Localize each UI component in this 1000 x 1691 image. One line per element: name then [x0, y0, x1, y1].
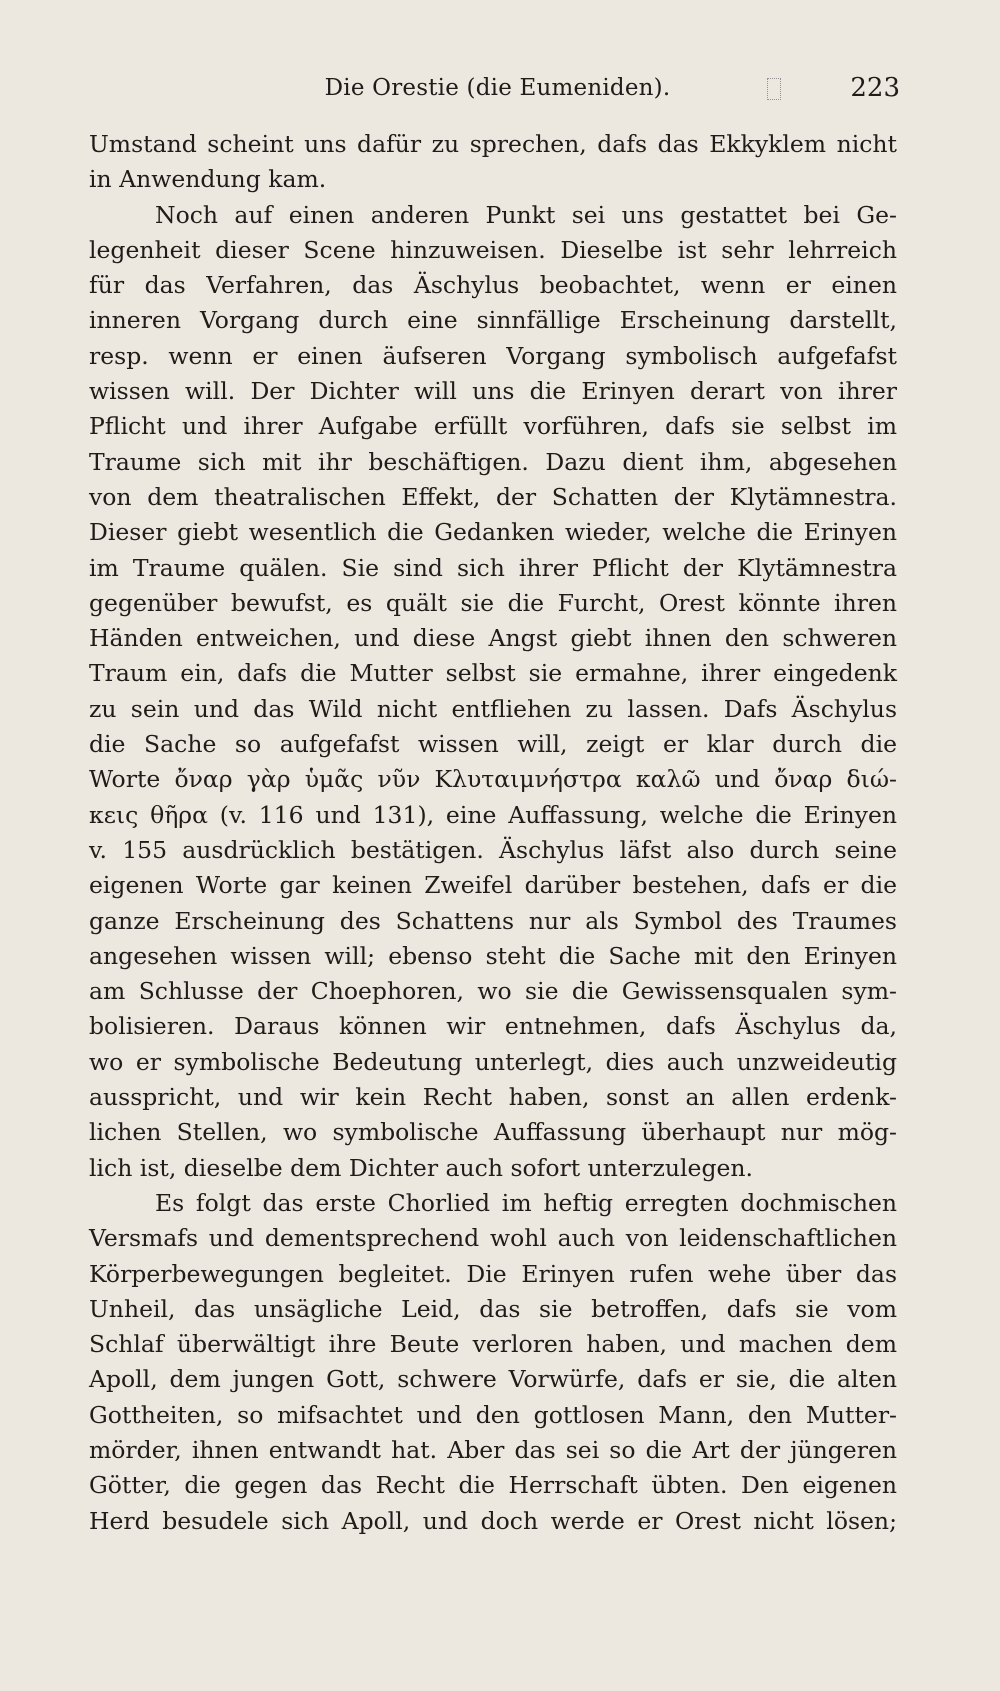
text-line: bolisieren. Daraus können wir entnehmen, dafs Äschylus da,	[89, 1012, 897, 1041]
text-line: Gottheiten, so mifsachtet und den gottlosen Mann, den Mutter-	[89, 1400, 897, 1429]
text-line: die Sache so aufgefafst wissen will, zeigt er klar durch die	[89, 730, 897, 759]
text-line: von dem theatralischen Effekt, der Schatten der Klytämnestra.	[89, 482, 897, 511]
text-line: Herd besudele sich Apoll, und doch werde er Orest nicht lösen;	[89, 1506, 897, 1535]
text-line: inneren Vorgang durch eine sinnfällige Erscheinung darstellt,	[89, 306, 897, 335]
text-line: lichen Stellen, wo symbolische Auffassung überhaupt nur mög-	[89, 1118, 897, 1147]
text-line: für das Verfahren, das Äschylus beobachtet, wenn er einen	[89, 271, 897, 300]
text-line: angesehen wissen will; ebenso steht die Sache mit den Erinyen	[89, 941, 897, 970]
text-line: Händen entweichen, und diese Angst giebt ihnen den schweren	[89, 624, 897, 653]
text-line: Noch auf einen anderen Punkt sei uns gestattet bei Ge-	[155, 200, 897, 229]
text-line: v. 155 ausdrücklich bestätigen. Äschylus läfst also durch seine	[89, 835, 897, 864]
text-line: Körperbewegungen begleitet. Die Erinyen rufen wehe über das	[89, 1259, 897, 1288]
text-line: Worte ὄναρ γὰρ ὑμᾶς νῦν Κλυταιμνήστρα καλῶ und ὄναρ διώ-	[89, 765, 897, 794]
page-number: 223	[850, 73, 900, 103]
text-line: Schlaf überwältigt ihre Beute verloren haben, und machen dem	[89, 1330, 897, 1359]
body-text	[89, 127, 897, 1539]
text-line: in Anwendung kam.	[89, 165, 327, 194]
text-line: legenheit dieser Scene hinzuweisen. Dieselbe ist sehr lehrreich	[89, 235, 897, 264]
text-line: Apoll, dem jungen Gott, schwere Vorwürfe, dafs er sie, die alten	[89, 1365, 897, 1394]
printer-mark-icon	[767, 78, 781, 100]
text-line: gegenüber bewufst, es quält sie die Furcht, Orest könnte ihren	[89, 588, 897, 617]
text-line: Es folgt das erste Chorlied im heftig erregten dochmischen	[155, 1188, 897, 1217]
text-line: Umstand scheint uns dafür zu sprechen, dafs das Ekkyklem nicht	[89, 130, 897, 158]
text-line: wo er symbolische Bedeutung unterlegt, dies auch unzweideutig	[89, 1047, 897, 1076]
running-title: Die Orestie (die Eumeniden).	[324, 75, 671, 101]
text-line: ausspricht, und wir kein Recht haben, sonst an allen erdenk-	[89, 1083, 897, 1112]
text-line: wissen will. Der Dichter will uns die Erinyen derart von ihrer	[89, 377, 897, 406]
text-line: Traume sich mit ihr beschäftigen. Dazu dient ihm, abgesehen	[89, 447, 897, 476]
running-header	[95, 70, 900, 106]
text-line: Pflicht und ihrer Aufgabe erfüllt vorführen, dafs sie selbst im	[89, 412, 897, 441]
text-line: zu sein und das Wild nicht entfliehen zu lassen. Dafs Äschylus	[89, 694, 897, 723]
text-line: mörder, ihnen entwandt hat. Aber das sei so die Art der jüngeren	[89, 1435, 897, 1464]
text-line: lich ist, dieselbe dem Dichter auch sofort unterzulegen.	[89, 1153, 754, 1182]
text-line: κεις θῆρα (v. 116 und 131), eine Auffassung, welche die Erinyen	[89, 800, 897, 829]
text-line: ganze Erscheinung des Schattens nur als Symbol des Traumes	[89, 906, 897, 935]
text-line: Versmafs und dementsprechend wohl auch von leidenschaftlichen	[89, 1224, 897, 1253]
text-line: eigenen Worte gar keinen Zweifel darüber bestehen, dafs er die	[89, 871, 897, 900]
text-line: Traum ein, dafs die Mutter selbst sie ermahne, ihrer eingedenk	[89, 659, 897, 688]
text-line: resp. wenn er einen äufseren Vorgang symbolisch aufgefafst	[89, 341, 897, 370]
text-line: Dieser giebt wesentlich die Gedanken wieder, welche die Erinyen	[89, 518, 897, 547]
text-line: im Traume quälen. Sie sind sich ihrer Pflicht der Klytämnestra	[89, 553, 897, 582]
text-line: Götter, die gegen das Recht die Herrschaft übten. Den eigenen	[89, 1471, 897, 1500]
text-line: Unheil, das unsägliche Leid, das sie betroffen, dafs sie vom	[89, 1294, 897, 1323]
text-line: am Schlusse der Choephoren, wo sie die Gewissensqualen sym-	[89, 977, 897, 1006]
